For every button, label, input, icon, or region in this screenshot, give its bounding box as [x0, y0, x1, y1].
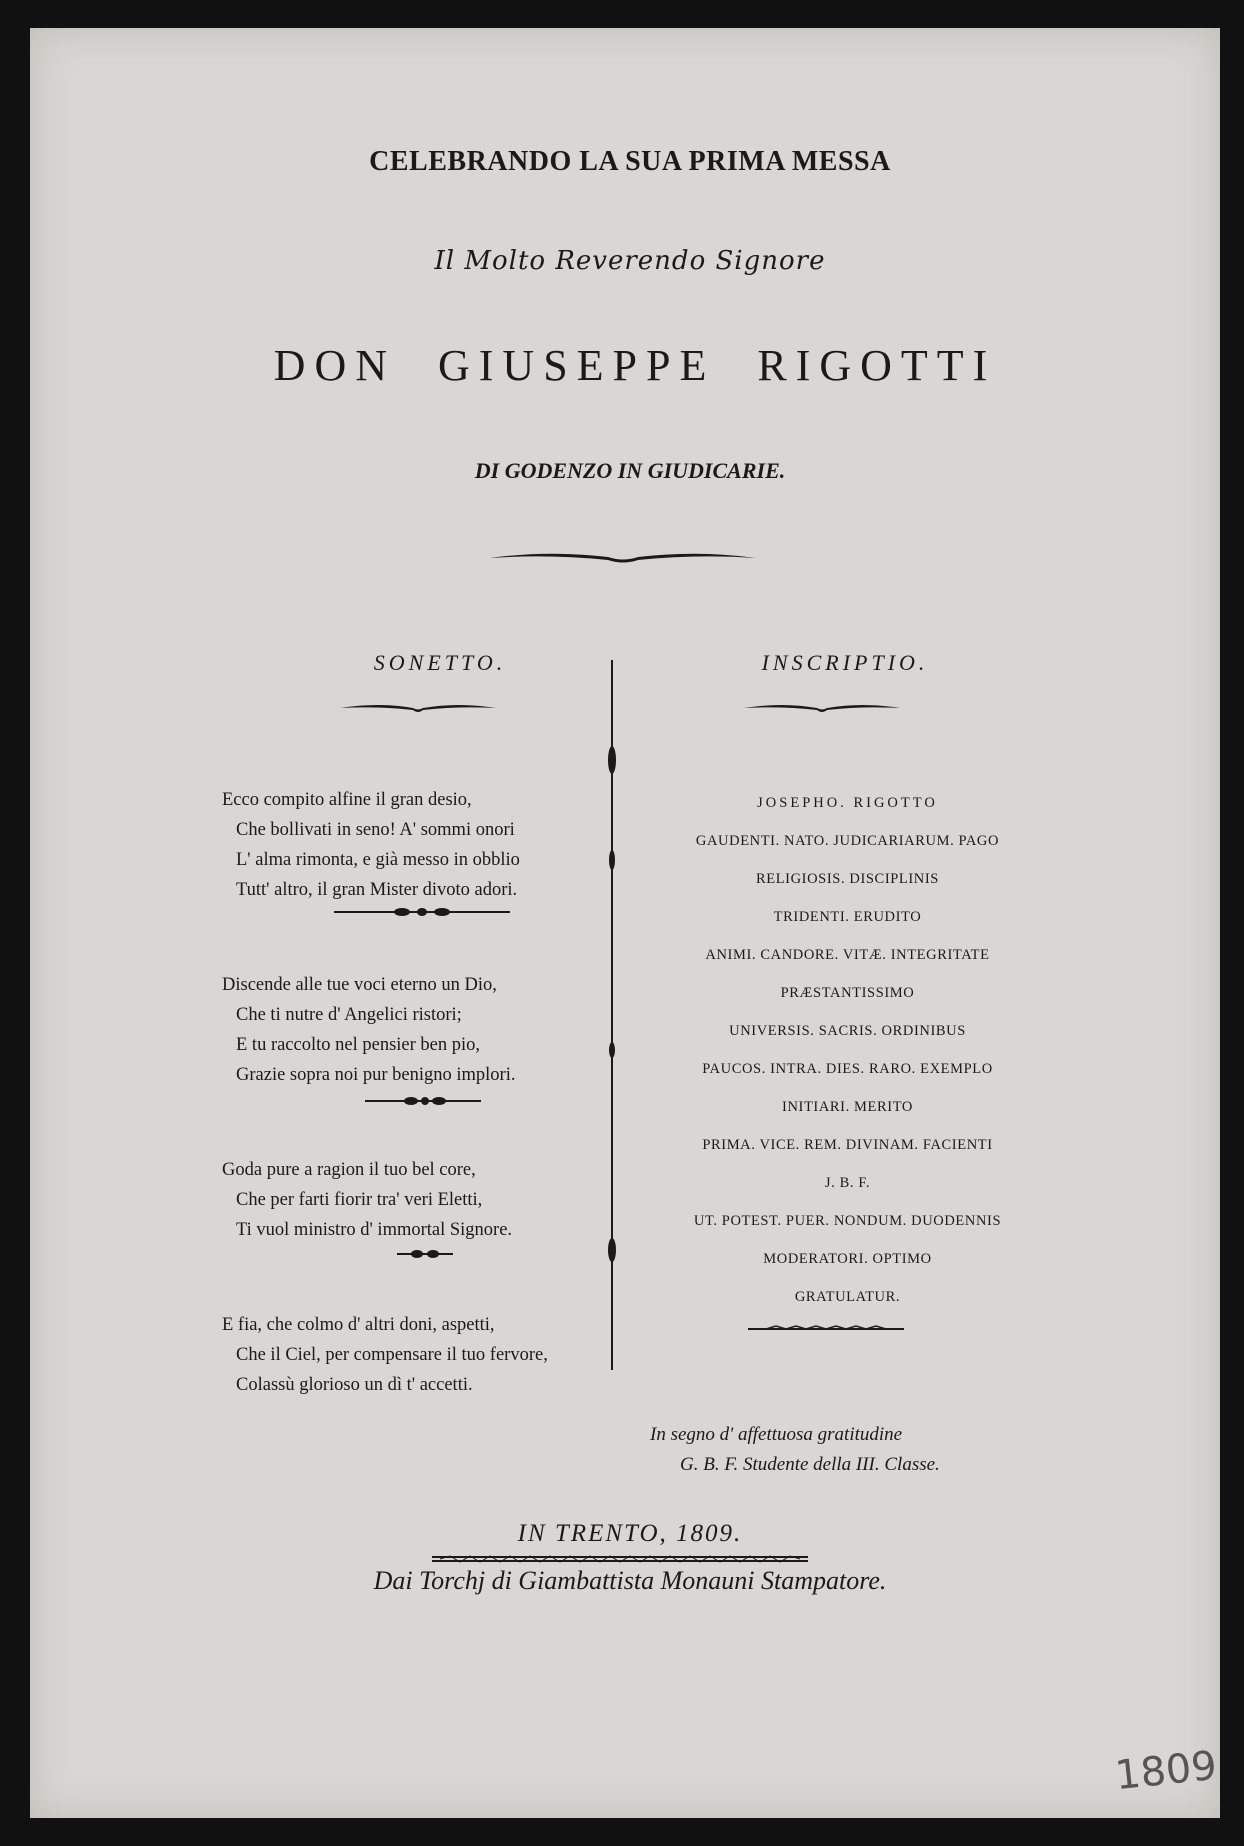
sonetto-heading-ornament: [338, 700, 498, 716]
sonnet-line: Grazie sopra noi pur benigno implori.: [236, 1065, 516, 1085]
sonnet-stanza-1: [222, 785, 642, 905]
dedication-signature: [650, 1420, 1130, 1480]
inscriptio-line: INITIARI. MERITO: [782, 1099, 913, 1115]
inscriptio-line: GAUDENTI. NATO. JUDICARIARUM. PAGO: [695, 833, 1000, 849]
inscriptio-heading-ornament: [742, 700, 902, 716]
signature-line-2: G. B. F. Studente della III. Classe.: [680, 1454, 940, 1475]
inscriptio-end-ornament: [746, 1324, 906, 1334]
inscriptio-line: ANIMI. CANDORE. VITÆ. INTEGRITATE: [705, 947, 990, 963]
imprint-rule: [430, 1554, 810, 1564]
heading-reverend: Il Molto Reverendo Signore: [434, 246, 826, 276]
inscriptio-line: MODERATORI. OPTIMO: [763, 1251, 932, 1267]
sonnet-line: Che il Ciel, per compensare il tuo fervore,: [236, 1345, 548, 1365]
sonnet-stanza-3: [222, 1155, 642, 1245]
sonnet-line: Che per farti fiorir tra' veri Eletti,: [236, 1190, 483, 1210]
inscriptio-line: UT. POTEST. PUER. NONDUM. DUODENNIS: [693, 1213, 1002, 1229]
sonnet-line: Colassù glorioso un dì t' accetti.: [236, 1375, 473, 1395]
sonnet-stanza-4: [222, 1310, 642, 1400]
inscriptio-line: JOSEPHO. RIGOTTO: [757, 795, 938, 811]
sonnet-line: Che ti nutre d' Angelici ristori;: [236, 1005, 462, 1025]
imprint-printer: Dai Torchj di Giambattista Monauni Stampatore.: [373, 1566, 887, 1595]
sonnet-line: E tu raccolto nel pensier ben pio,: [236, 1035, 481, 1055]
sonnet-line: Goda pure a ragion il tuo bel core,: [222, 1160, 476, 1180]
sonnet-line: Ecco compito alfine il gran desio,: [222, 790, 472, 810]
inscriptio-line: UNIVERSIS. SACRIS. ORDINIBUS: [729, 1023, 966, 1039]
top-ornament: [488, 548, 758, 568]
broadside-sheet: [30, 28, 1220, 1818]
inscriptio-line: J. B. F.: [824, 1175, 871, 1191]
sonnet-line: Discende alle tue voci eterno un Dio,: [222, 975, 497, 995]
heading-priest-name: DON GIUSEPPE RIGOTTI: [273, 341, 997, 390]
inscriptio-line: PRIMA. VICE. REM. DIVINAM. FACIENTI: [702, 1137, 993, 1153]
inscriptio-heading: INSCRIPTIO.: [761, 650, 929, 675]
sonnet-stanza-2: [222, 970, 642, 1090]
sonnet-line: Tutt' altro, il gran Mister divoto adori.: [236, 880, 518, 900]
inscriptio-line: GRATULATUR.: [794, 1289, 901, 1305]
sonnet-line: E fia, che colmo d' altri doni, aspetti,: [222, 1315, 495, 1335]
inscriptio-line: TRIDENTI. ERUDITO: [773, 909, 922, 925]
sonnet-line: L' alma rimonta, e già messo in obblio: [236, 850, 520, 870]
sonnet-line: Che bollivati in seno! A' sommi onori: [236, 820, 515, 840]
stanza-divider-2: [363, 1095, 483, 1107]
inscriptio-text: [650, 784, 1045, 1316]
heading-celebration: CELEBRANDO LA SUA PRIMA MESSA: [369, 146, 891, 177]
inscriptio-line: RELIGIOSIS. DISCIPLINIS: [756, 871, 939, 887]
sonetto-heading: SONETTO.: [373, 650, 507, 675]
heading-origin: DI GODENZO IN GIUDICARIE.: [474, 458, 786, 483]
inscriptio-line: PRÆSTANTISSIMO: [780, 985, 915, 1001]
stanza-divider-3: [395, 1248, 455, 1260]
stanza-divider-1: [332, 906, 512, 918]
imprint-place-date: IN TRENTO, 1809.: [517, 1520, 743, 1547]
sonnet-line: Ti vuol ministro d' immortal Signore.: [236, 1220, 513, 1240]
signature-line-1: In segno d' affettuosa gratitudine: [650, 1424, 903, 1445]
pencil-annotation: 1809: [1112, 1742, 1219, 1800]
inscriptio-line: PAUCOS. INTRA. DIES. RARO. EXEMPLO: [702, 1061, 993, 1077]
